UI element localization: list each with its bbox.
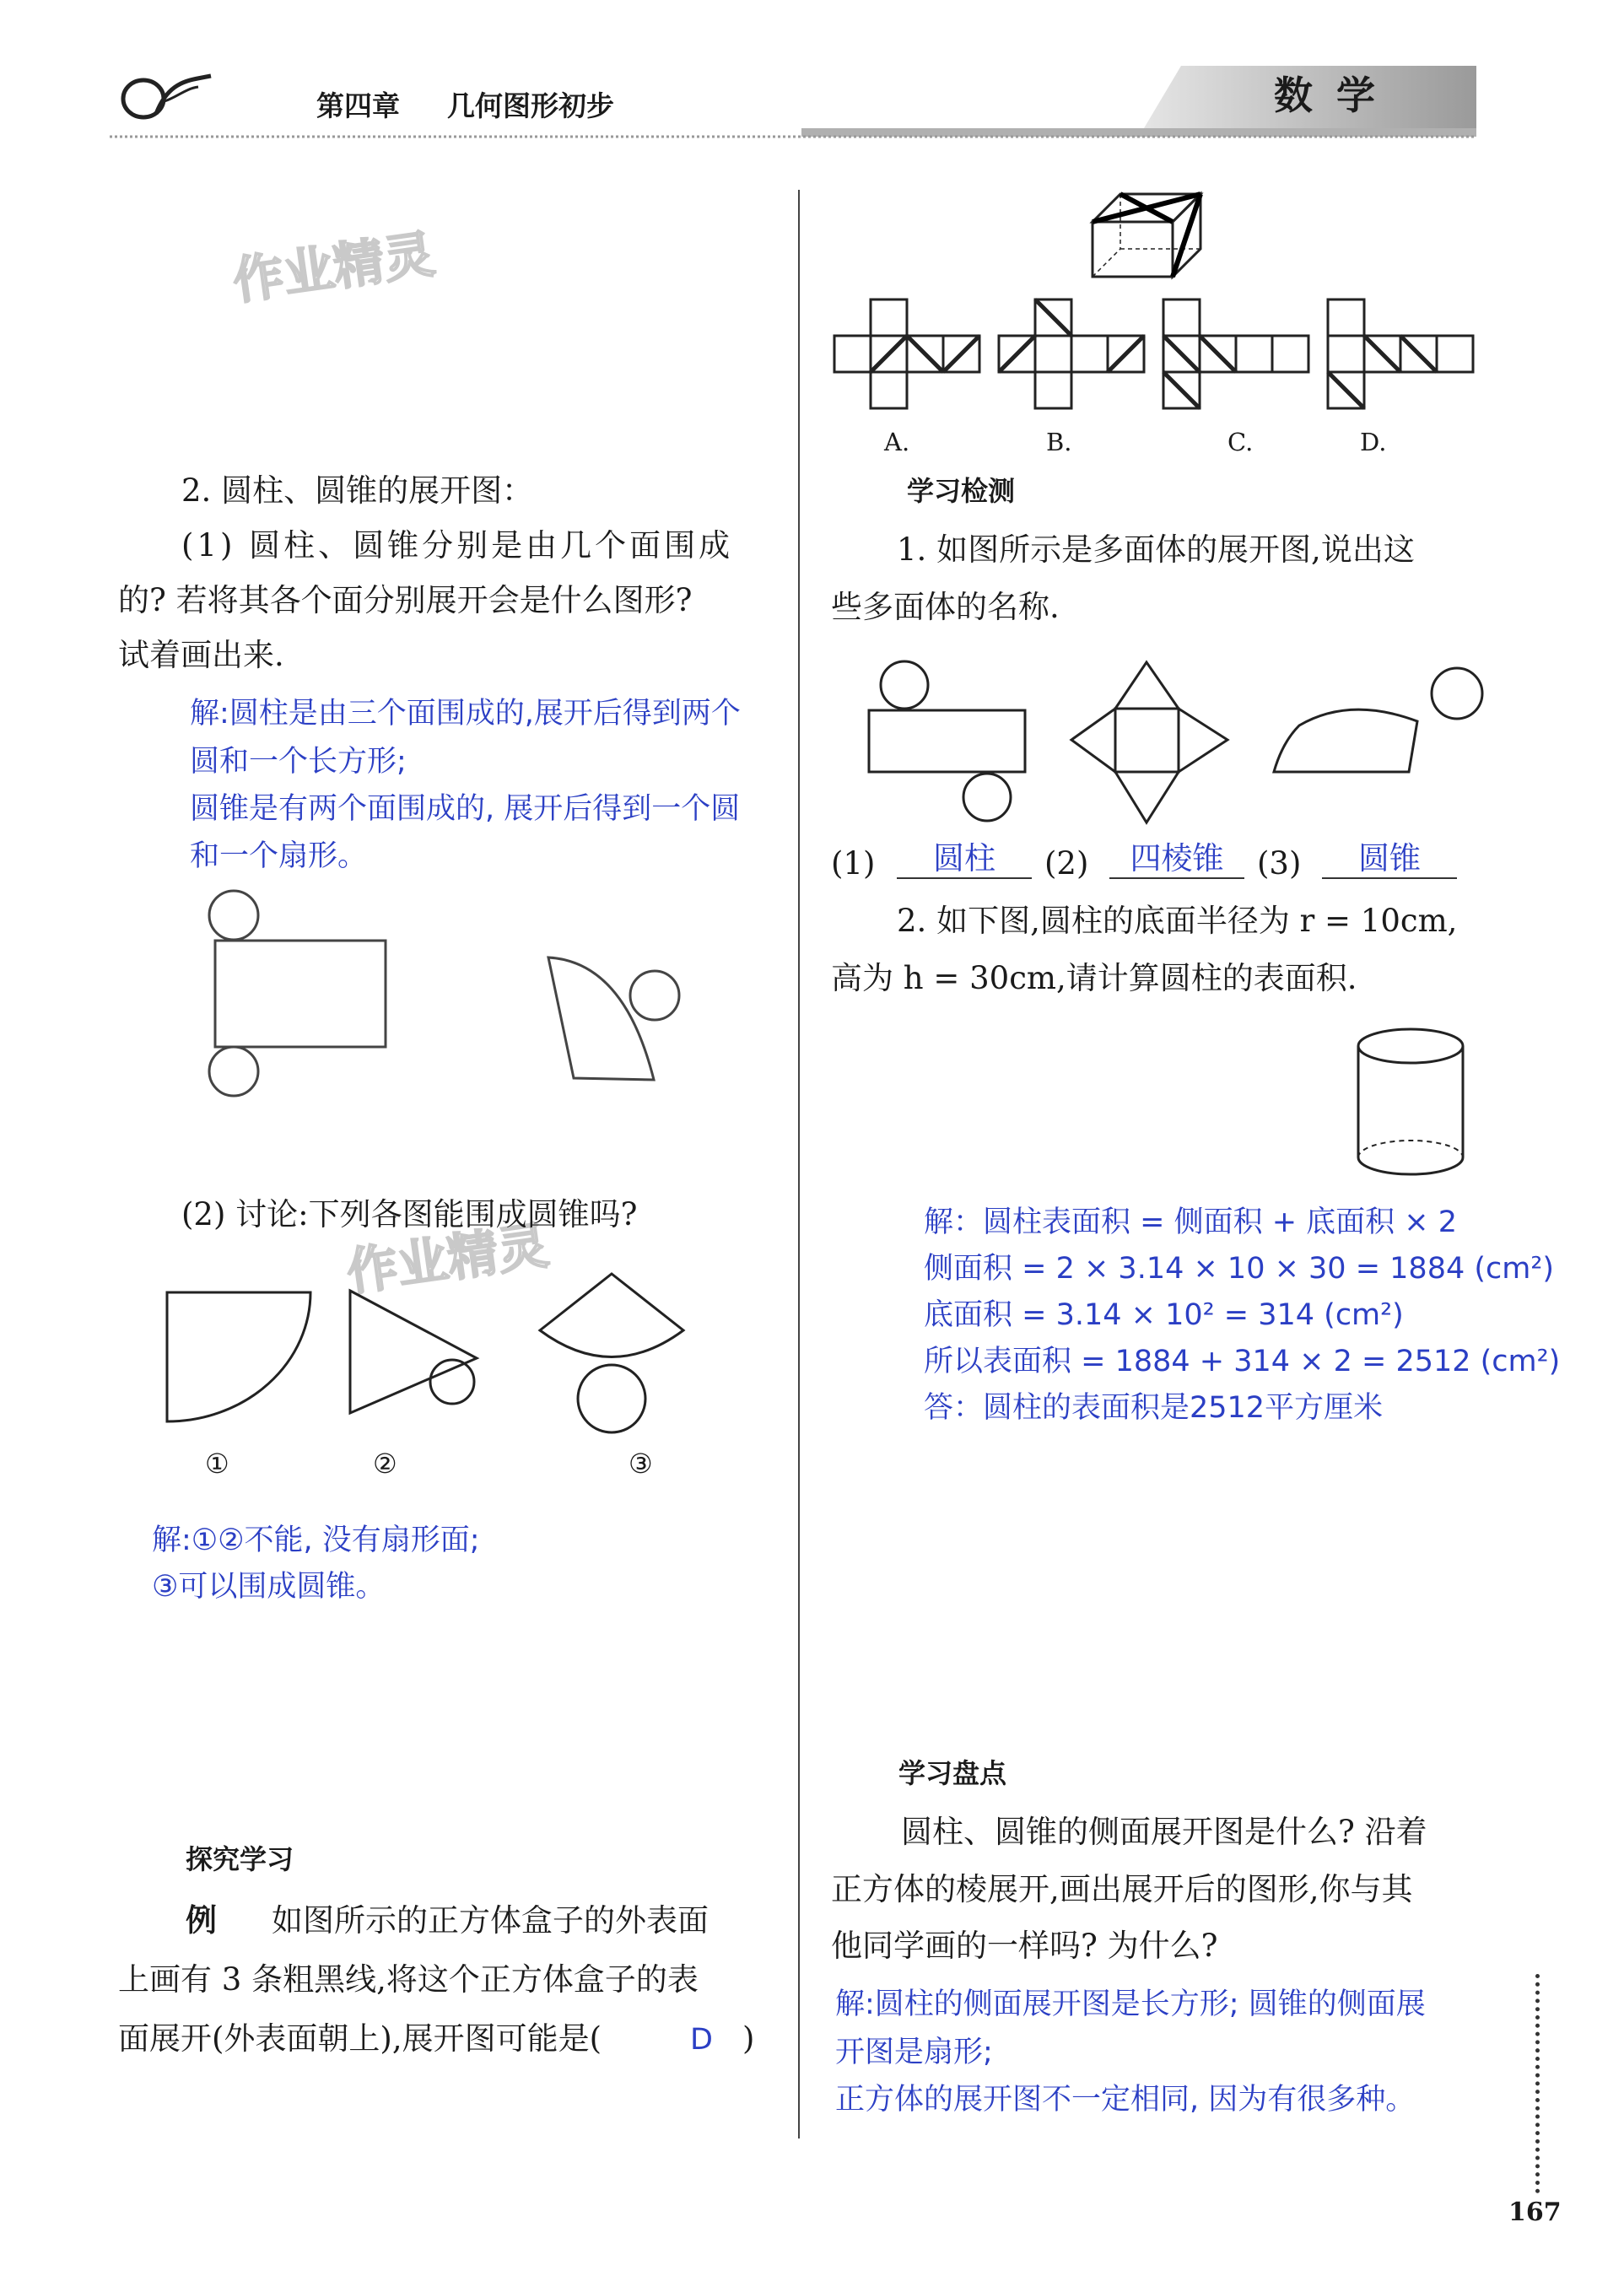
solution-line: 侧面积 = 2 × 3.14 × 10 × 30 = 1884 (cm²)	[924, 1252, 1555, 1286]
test-2-line: 高为 h = 30cm,请计算圆柱的表面积.	[831, 960, 1357, 996]
question-2-1-line: 的? 若将其各个面分别展开会是什么图形?	[118, 582, 693, 618]
cylinder-figure	[1354, 1025, 1468, 1181]
question-2-1-line: (1) 圆柱、圆锥分别是由几个面围成	[181, 527, 734, 564]
header-band	[110, 59, 1476, 143]
header-subject: 数 学	[1274, 73, 1381, 118]
option-label: B.	[1046, 428, 1072, 456]
example-close-paren: )	[742, 2020, 755, 2057]
test-1-blank-label: (1)	[831, 845, 876, 882]
answer-line: 和一个扇形。	[190, 839, 368, 873]
review-line: 正方体的棱展开,画出展开后的图形,你与其	[831, 1871, 1413, 1907]
header-chapter-title: 几何图形初步	[447, 89, 614, 122]
option-label: D.	[1360, 428, 1387, 456]
section-title-review: 学习盘点	[898, 1757, 1007, 1789]
example-line: 如图所示的正方体盒子的外表面	[272, 1902, 709, 1939]
cone-net-options-figure	[160, 1274, 734, 1434]
cube-with-lines-figure	[1088, 190, 1206, 283]
review-answer-line: 正方体的展开图不一定相同, 因为有很多种。	[835, 2083, 1416, 2117]
answer-line: 解:①②不能, 没有扇形面;	[152, 1524, 480, 1557]
margin-dots	[1535, 1974, 1545, 2193]
solution-line: 所以表面积 = 1884 + 314 × 2 = 2512 (cm²)	[924, 1345, 1561, 1378]
example-line: 面展开(外表面朝上),展开图可能是(	[118, 2020, 602, 2057]
test-1-answer-blank: 圆锥	[1322, 840, 1457, 879]
option-1-shape	[167, 1292, 310, 1421]
question-2-1-line: 试着画出来.	[118, 637, 284, 673]
net-option-c	[1163, 299, 1308, 408]
review-line: 圆柱、圆锥的侧面展开图是什么? 沿着	[901, 1814, 1427, 1850]
option-label: C.	[1227, 428, 1254, 456]
cylinder-cone-net-drawing	[198, 882, 704, 1105]
option-2-shape	[350, 1291, 477, 1413]
test-1-blank-label: (2)	[1044, 845, 1089, 882]
watermark: 作业精灵	[343, 1216, 553, 1303]
test-1-line: 1. 如图所示是多面体的展开图,说出这	[897, 531, 1415, 568]
option-label: A.	[884, 428, 910, 456]
section-title-test: 学习检测	[907, 475, 1016, 507]
figure-label: ③	[629, 1448, 653, 1480]
watermark: 作业精灵	[229, 224, 439, 312]
answer-line: 圆和一个长方形;	[190, 745, 407, 779]
answer-line: 解:圆柱是由三个面围成的,展开后得到两个	[190, 697, 741, 731]
net-option-b	[999, 299, 1144, 408]
question-2-2: (2) 讨论:下列各图能围成圆锥吗?	[181, 1196, 638, 1232]
section-title-explore: 探究学习	[186, 1843, 294, 1875]
question-2-title: 2. 圆柱、圆锥的展开图：	[181, 472, 534, 509]
example-line: 上画有 3 条粗黑线,将这个正方体盒子的表	[118, 1961, 699, 1998]
column-divider	[798, 190, 800, 2138]
solution-line: 解：圆柱表面积 = 侧面积 + 底面积 × 2	[924, 1205, 1458, 1239]
answer-line: ③可以围成圆锥。	[152, 1570, 386, 1604]
polyhedron-nets-figure	[861, 658, 1476, 827]
answer-line: 圆锥是有两个面围成的, 展开后得到一个圆	[190, 792, 741, 826]
test-1-blank-label: (3)	[1257, 845, 1302, 882]
example-answer: D	[690, 2023, 713, 2057]
test-1-line: 些多面体的名称.	[831, 589, 1060, 625]
test-1-answer-blank: 圆柱	[897, 840, 1032, 879]
page-number: 167	[1508, 2198, 1562, 2227]
solution-line: 答：圆柱的表面积是2512平方厘米	[924, 1391, 1384, 1425]
net-option-a	[834, 299, 979, 408]
test-2-line: 2. 如下图,圆柱的底面半径为 r = 10cm,	[897, 903, 1458, 939]
review-answer-line: 开图是扇形;	[835, 2036, 993, 2069]
figure-label: ②	[373, 1448, 397, 1480]
header-chapter: 第四章	[316, 89, 400, 122]
cube-net-options	[831, 295, 1481, 426]
figure-label: ①	[205, 1448, 229, 1480]
solution-line: 底面积 = 3.14 × 10² = 314 (cm²)	[924, 1298, 1404, 1332]
test-1-answer-blank: 四棱锥	[1109, 840, 1244, 879]
example-label: 例	[186, 1902, 217, 1939]
review-line: 他同学画的一样吗? 为什么?	[831, 1928, 1218, 1964]
review-answer-line: 解:圆柱的侧面展开图是长方形; 圆锥的侧面展	[835, 1987, 1426, 2021]
net-option-d	[1328, 299, 1473, 408]
